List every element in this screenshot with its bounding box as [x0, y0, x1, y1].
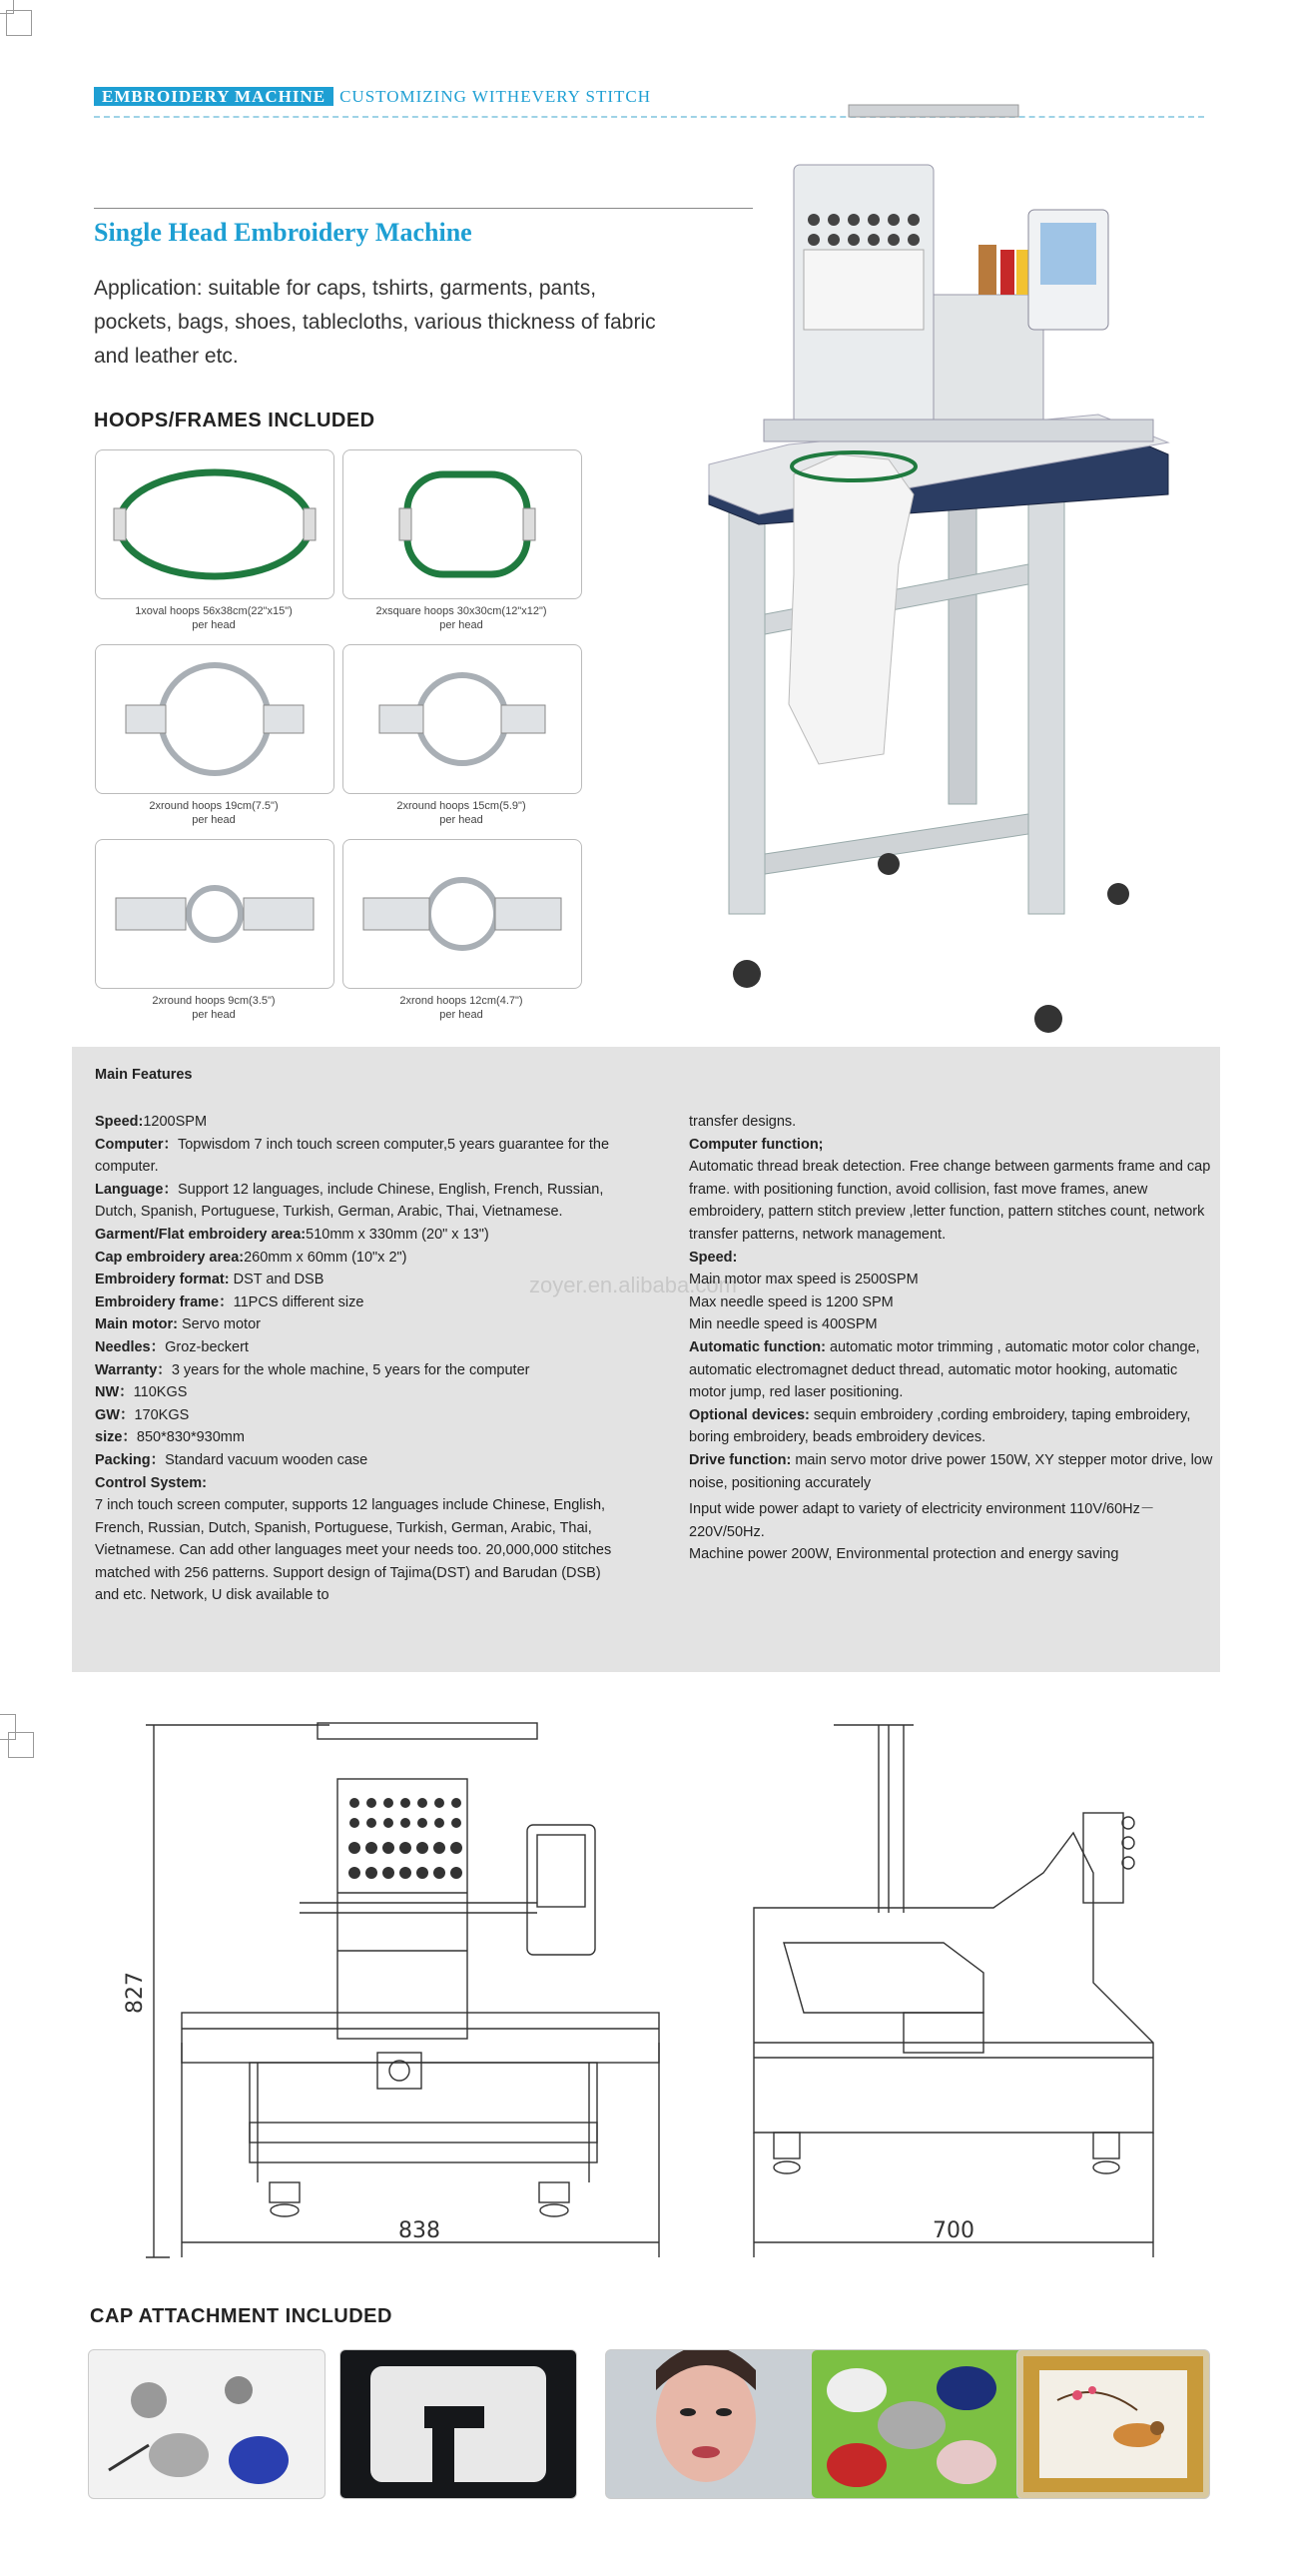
feature-item: 7 inch touch screen computer, supports 12 languages include Chinese, English, French, Russian, Dutch, Spanish, Portuguese, Turkish, German, Arabic, Thai, Vietnamese. Can add other languages meet your needs too. 20,000,000 stitches matched with 256 patterns. Support design of Tajima(DST) and Barudan (DSB) and etc. Network, U disk available to: [95, 1497, 612, 1604]
cap-backing-plate-icon: [340, 2350, 576, 2498]
feature-item: Speed:1200SPM: [95, 1114, 208, 1130]
hoop-caption: 2xround hoops 15cm(5.9") per head: [396, 800, 526, 826]
feature-item: Drive function: main servo motor drive power 150W, XY stepper motor drive, low noise, positioning accurately: [689, 1451, 1213, 1491]
hoops-heading: HOOPS/FRAMES INCLUDED: [94, 410, 375, 431]
features-right-column: [689, 1111, 1213, 1566]
features-heading: Main Features: [95, 1067, 193, 1083]
caster-wheel: [1107, 883, 1129, 905]
cap-photo: [339, 2349, 577, 2499]
hoop-card: [342, 839, 582, 989]
round-hoop-icon: [96, 840, 333, 988]
watermark: zoyer.en.alibaba.com: [529, 1273, 737, 1297]
feature-item: Needles：Groz-beckert: [95, 1338, 249, 1355]
hoop-card: [342, 644, 582, 794]
cap-photo: [1016, 2349, 1210, 2499]
cap-attachment-heading: CAP ATTACHMENT INCLUDED: [90, 2305, 392, 2327]
feature-item: Main motor max speed is 2500SPM: [689, 1272, 919, 1288]
caster-wheel: [878, 853, 900, 875]
machine-bed: [764, 420, 1153, 441]
stand-leg-left: [729, 484, 765, 914]
section-tag: [94, 86, 651, 108]
feature-item: Input wide power adapt to variety of electricity environment 110V/60Hz－220V/50Hz.: [689, 1501, 1155, 1540]
feature-item: Computer：Topwisdom 7 inch touch screen computer,5 years guarantee for the computer.: [95, 1136, 610, 1176]
needle-knobs: [348, 1798, 462, 1879]
depth-dimension: 700: [933, 2218, 974, 2243]
front-view-drawing: [110, 1713, 689, 2272]
page-title: Single Head Embroidery Machine: [94, 218, 472, 247]
arm: [934, 295, 1043, 425]
hoop-caption: 2xround hoops 9cm(3.5") per head: [152, 995, 276, 1021]
features-left-column: [95, 1111, 624, 1607]
feature-item: Garment/Flat embroidery area:510mm x 330mm (20" x 13"): [95, 1226, 489, 1243]
round-hoop-icon: [343, 840, 581, 988]
machine-photo: [699, 95, 1198, 1049]
feature-item: Cap embroidery area:260mm x 60mm (10"x 2"): [95, 1249, 407, 1266]
width-dimension: 838: [398, 2218, 440, 2243]
hoop-card: [95, 644, 334, 794]
feature-item: GW：170KGS: [95, 1406, 190, 1423]
feature-item: size：850*830*930mm: [95, 1429, 245, 1446]
height-dimension: 827: [123, 1972, 148, 2014]
crop-mark-top-inner: [6, 10, 32, 36]
tshirt: [789, 454, 914, 764]
oval-hoop-icon: [96, 450, 333, 598]
feature-item: Automatic thread break detection. Free change between garments frame and cap frame. with positioning function, avoid collision, fast move frames, anew embroidery, pattern stitch preview ,letter function, pattern stitches count, network transfer patterns, network management.: [689, 1159, 1211, 1243]
thread-rack: [849, 105, 1018, 117]
feature-item: Warranty：3 years for the whole machine, 5 years for the computer: [95, 1361, 530, 1378]
feature-item: Speed:: [689, 1249, 738, 1266]
cap-photo: [88, 2349, 325, 2499]
caster-wheel: [1034, 1005, 1062, 1033]
embroidered-caps-icon: [812, 2350, 1011, 2498]
control-screen-display: [1040, 223, 1096, 285]
section-tag-highlight: EMBROIDERY MACHINE: [94, 87, 333, 106]
cap-frame-parts-icon: [89, 2350, 324, 2498]
cap-photo: [811, 2349, 1048, 2499]
feature-item: Max needle speed is 1200 SPM: [689, 1293, 894, 1310]
side-view-drawing: [744, 1713, 1173, 2272]
application-text: Application: suitable for caps, tshirts, garments, pants, pockets, bags, shoes, tablecloths, various thickness of fabric and leather etc.: [94, 277, 656, 368]
thread-spool: [978, 245, 996, 295]
feature-item: Embroidery frame：11PCS different size: [95, 1293, 364, 1310]
square-hoop-icon: [343, 450, 581, 598]
stand-leg-back: [949, 474, 976, 804]
feature-item: Automatic function: automatic motor trimming , automatic motor color change, automatic electromagnet deduct thread, automatic motor hooking, automatic motor jump, red laser positioning.: [689, 1338, 1200, 1401]
feature-item: Packing：Standard vacuum wooden case: [95, 1451, 368, 1468]
feature-item: Embroidery format: DST and DSB: [95, 1272, 324, 1288]
feature-item: Language：Support 12 languages, include Chinese, English, French, Russian, Dutch, Spanish, Portuguese, Turkish, German, Arabic, Thai, Vietnamese.: [95, 1181, 604, 1221]
hoop-card: [95, 449, 334, 599]
hoop-card: [342, 449, 582, 599]
feature-item: Optional devices: sequin embroidery ,cording embroidery, taping embroidery, boring embroidery, beads embroidery devices.: [689, 1406, 1191, 1446]
title-rule: [94, 208, 753, 209]
hoop-caption: 2xround hoops 19cm(7.5") per head: [149, 800, 279, 826]
portrait-embroidery-icon: [606, 2350, 842, 2498]
round-hoop-icon: [96, 645, 333, 793]
hoop-caption: 2xsquare hoops 30x30cm(12"x12") per head: [375, 605, 547, 631]
hoop-caption: 1xoval hoops 56x38cm(22"x15") per head: [135, 605, 293, 631]
hoop-card: [95, 839, 334, 989]
feature-item: Min needle speed is 400SPM: [689, 1316, 878, 1333]
hoop-caption: 2xrond hoops 12cm(4.7") per head: [399, 995, 523, 1021]
feature-item: Computer function;: [689, 1136, 824, 1153]
stand-leg-right: [1028, 484, 1064, 914]
head-panel: [804, 250, 924, 330]
feature-item: Control System:: [95, 1474, 207, 1491]
caster-wheel: [733, 960, 761, 988]
feature-item: Main motor: Servo motor: [95, 1316, 261, 1333]
section-tag-subtitle: CUSTOMIZING WITHEVERY STITCH: [339, 87, 652, 106]
feature-item: transfer designs.: [689, 1114, 797, 1130]
feature-item: Machine power 200W, Environmental protection and energy saving: [689, 1546, 1119, 1563]
round-hoop-icon: [343, 645, 581, 793]
feature-item: NW：110KGS: [95, 1384, 188, 1401]
framed-bird-embroidery-icon: [1017, 2350, 1209, 2498]
crop-mark-mid-inner: [8, 1732, 34, 1758]
thread-spool: [1000, 250, 1014, 295]
cap-photo: [605, 2349, 843, 2499]
